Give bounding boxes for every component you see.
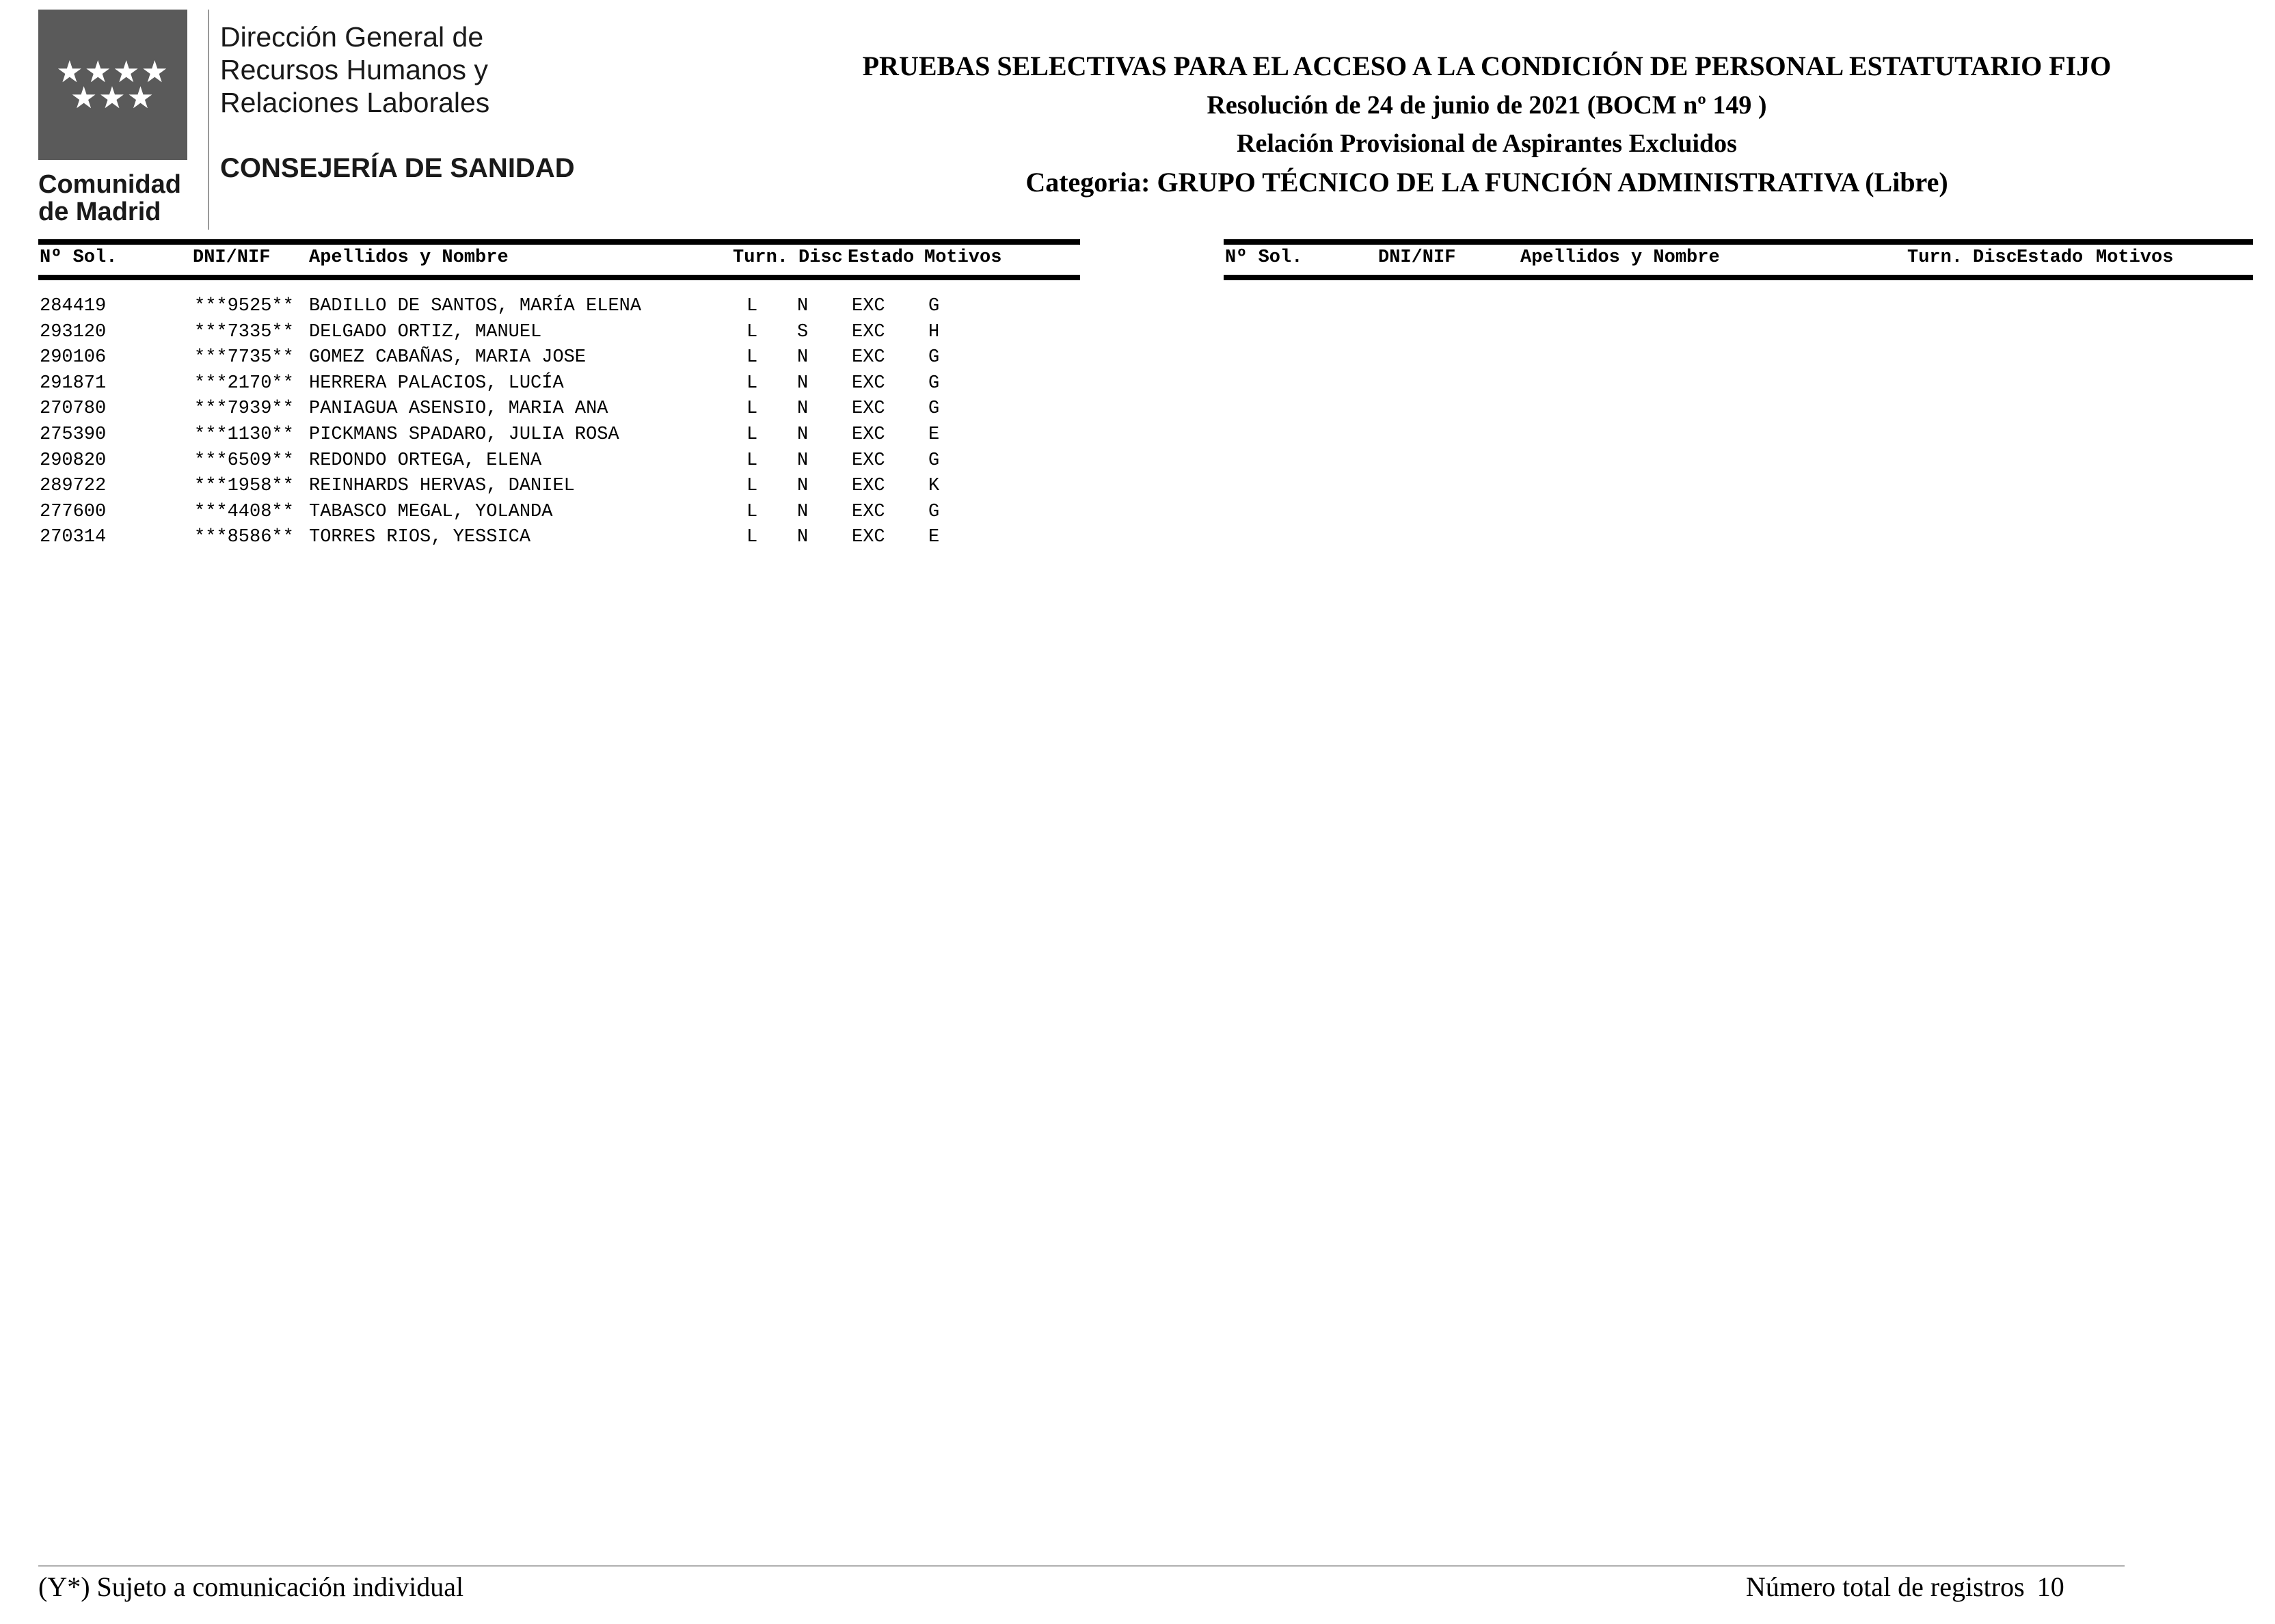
total-label: Número total de registros [1746,1571,2025,1602]
institution-line-1: Dirección General de [220,21,484,53]
table-row [38,345,1080,371]
cell-sol: 289722 [40,476,107,497]
table-row [38,320,1080,346]
cell-name: TABASCO MEGAL, YOLANDA [309,501,553,522]
cell-disc: N [797,424,809,445]
institution-line-2: Recursos Humanos y [220,54,488,85]
cell-disc: N [797,450,809,471]
cell-name: GOMEZ CABAÑAS, MARIA JOSE [309,347,587,368]
cell-turn: L [746,398,758,420]
footer-note: (Y*) Sujeto a comunicación individual [38,1571,464,1602]
cell-dni: ***1958** [194,476,294,497]
cell-dni: ***7735** [194,347,294,368]
cell-name: PICKMANS SPADARO, JULIA ROSA [309,424,619,445]
cell-disc: N [797,501,809,522]
footer-divider [38,1565,2125,1567]
header-motivos: Motivos [924,247,1002,268]
cell-disc: N [797,398,809,420]
cell-sol: 293120 [40,321,107,342]
table-row [38,500,1080,526]
cell-disc: N [797,373,809,394]
header-disc: Disc [798,247,843,268]
cell-estado: EXC [852,450,885,471]
cell-disc: S [797,321,809,342]
cell-estado: EXC [852,296,885,316]
cell-name: REDONDO ORTEGA, ELENA [309,450,542,471]
total-value: 10 [2036,1571,2064,1602]
table-row [38,525,1080,551]
cell-turn: L [746,296,758,316]
header-estado: Estado [2017,247,2084,268]
stars-icon: ★★★ [70,81,156,116]
footer-total [1746,1571,2064,1603]
cell-turn: L [746,527,758,548]
header-name: Apellidos y Nombre [1520,247,1720,268]
logo-emblem [38,10,187,160]
header-estado: Estado [848,247,915,268]
cell-sol: 277600 [40,501,107,522]
title-line-3: Relación Provisional de Aspirantes Excluidos [1237,129,1737,158]
header-dni: DNI/NIF [193,247,271,268]
logo-wordmark [38,171,189,226]
cell-estado: EXC [852,527,885,548]
cell-estado: EXC [852,398,885,420]
applicants-table-left [38,239,1080,551]
table-row [38,422,1080,448]
institution-name [220,21,489,119]
title-line-1: PRUEBAS SELECTIVAS PARA EL ACCESO A LA CONDICIÓN DE PERSONAL ESTATUTARIO FIJO [862,51,2112,81]
header-disc: Disc [1973,247,2017,268]
cell-motivos: G [928,347,940,368]
institution-line-3: Relaciones Laborales [220,87,490,118]
logo-divider [208,10,209,230]
table-row [38,371,1080,397]
header-turn: Turn. [1907,247,1963,268]
header-dni: DNI/NIF [1378,247,1456,268]
department-name: CONSEJERÍA DE SANIDAD [220,153,575,183]
cell-disc: N [797,296,809,316]
logo-line-2: de Madrid [38,198,161,226]
cell-motivos: E [928,527,940,548]
cell-motivos: K [928,476,940,497]
cell-name: HERRERA PALACIOS, LUCÍA [309,373,564,394]
header-name: Apellidos y Nombre [309,247,509,268]
cell-turn: L [746,373,758,394]
cell-sol: 270314 [40,527,107,548]
header-sol: Nº Sol. [40,247,118,268]
header-sol: Nº Sol. [1225,247,1303,268]
cell-estado: EXC [852,476,885,497]
cell-estado: EXC [852,424,885,445]
comunidad-de-madrid-logo [38,10,189,226]
cell-dni: ***2170** [194,373,294,394]
cell-turn: L [746,321,758,342]
table-row [38,396,1080,422]
table-header [38,239,1080,280]
cell-motivos: G [928,450,940,471]
cell-estado: EXC [852,501,885,522]
title-line-2: Resolución de 24 de junio de 2021 (BOCM nº 149 ) [1207,91,1767,120]
cell-dni: ***4408** [194,501,294,522]
cell-turn: L [746,501,758,522]
cell-name: DELGADO ORTIZ, MANUEL [309,321,542,342]
cell-disc: N [797,476,809,497]
cell-name: BADILLO DE SANTOS, MARÍA ELENA [309,296,642,316]
header-motivos: Motivos [2096,247,2174,268]
applicants-table-right [1224,239,2253,280]
cell-sol: 290106 [40,347,107,368]
cell-motivos: G [928,501,940,522]
cell-turn: L [746,476,758,497]
table-body [38,294,1080,551]
table-header [1224,239,2253,280]
cell-sol: 290820 [40,450,107,471]
document-title [738,46,2235,202]
cell-sol: 291871 [40,373,107,394]
table-row [38,448,1080,474]
cell-motivos: G [928,373,940,394]
cell-turn: L [746,450,758,471]
cell-motivos: G [928,296,940,316]
table-row [38,474,1080,500]
cell-motivos: H [928,321,940,342]
stars-icon: ★★★★ [56,55,170,90]
table-row [38,294,1080,320]
logo-line-1: Comunidad [38,170,181,199]
cell-dni: ***8586** [194,527,294,548]
cell-estado: EXC [852,373,885,394]
cell-dni: ***7939** [194,398,294,420]
cell-disc: N [797,527,809,548]
cell-name: TORRES RIOS, YESSICA [309,527,531,548]
cell-sol: 284419 [40,296,107,316]
cell-name: PANIAGUA ASENSIO, MARIA ANA [309,398,608,420]
cell-dni: ***6509** [194,450,294,471]
cell-dni: ***9525** [194,296,294,316]
cell-dni: ***7335** [194,321,294,342]
cell-name: REINHARDS HERVAS, DANIEL [309,476,575,497]
cell-estado: EXC [852,321,885,342]
cell-estado: EXC [852,347,885,368]
cell-motivos: E [928,424,940,445]
header-turn: Turn. [733,247,789,268]
cell-sol: 275390 [40,424,107,445]
title-line-4: Categoria: GRUPO TÉCNICO DE LA FUNCIÓN ADMINISTRATIVA (Libre) [1025,167,1948,198]
cell-dni: ***1130** [194,424,294,445]
cell-turn: L [746,347,758,368]
cell-sol: 270780 [40,398,107,420]
cell-disc: N [797,347,809,368]
cell-motivos: G [928,398,940,420]
cell-turn: L [746,424,758,445]
